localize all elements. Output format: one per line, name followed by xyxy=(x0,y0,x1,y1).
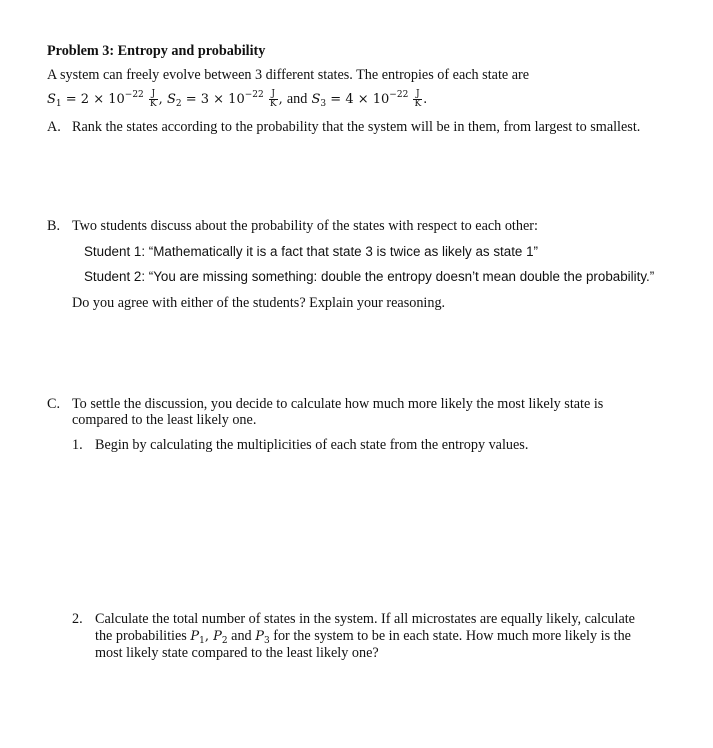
item-1-text: Begin by calculating the multiplicities of each state from the entropy values. xyxy=(95,437,529,453)
problem-title: Problem 3: Entropy and probability xyxy=(47,43,266,59)
s2-unit-den: K xyxy=(269,99,277,109)
s1-subscript: 1 xyxy=(55,99,62,109)
s3-unit-den: K xyxy=(414,99,422,109)
item-1-label: 1. xyxy=(72,437,83,453)
p1-symbol: P xyxy=(190,629,200,644)
s1-exponent: −22 xyxy=(124,90,144,100)
item-2-line-2 xyxy=(95,628,631,646)
p2-subscript: 2 xyxy=(221,636,228,646)
item-2-line-2-end: for the system to be in each state. How much more likely is the xyxy=(273,628,631,644)
part-b-label: B. xyxy=(47,218,61,234)
p2-symbol: P xyxy=(213,629,222,644)
s2-unit-num: J xyxy=(269,90,278,100)
s2-unit-fraction xyxy=(269,90,278,109)
p1-subscript: 1 xyxy=(199,636,205,646)
p3-subscript: 3 xyxy=(263,636,270,646)
student-2-quote: Student 2: “You are missing something: double the entropy doesn’t mean double the probability.” xyxy=(84,269,655,284)
p-and: and xyxy=(231,628,252,644)
end-period: . xyxy=(423,92,428,107)
p3-symbol: P xyxy=(255,629,264,644)
part-a-text: Rank the states according to the probability that the system will be in them, from largest to smallest. xyxy=(72,119,641,135)
item-2-line-1: Calculate the total number of states in the system. If all microstates are equally likely, calculate xyxy=(95,611,635,627)
s2-value: = 3 × 10 xyxy=(185,92,245,107)
s1-unit-den: K xyxy=(149,99,157,109)
s3-unit-fraction xyxy=(413,90,422,109)
item-2-label: 2. xyxy=(72,611,83,627)
part-c-label: C. xyxy=(47,396,61,412)
part-c-text-line-1: To settle the discussion, you decide to calculate how much more likely the most likely state is xyxy=(72,396,604,412)
sep-2: , xyxy=(278,92,283,107)
s2-subscript: 2 xyxy=(175,99,182,109)
s3-value: = 4 × 10 xyxy=(330,92,390,107)
part-a-label: A. xyxy=(47,119,61,135)
entropy-values xyxy=(47,90,427,109)
and-word: and xyxy=(286,91,308,107)
sep-1: , xyxy=(158,92,163,107)
s2-symbol: S xyxy=(166,92,176,107)
item-2-line-3: most likely state compared to the least likely one? xyxy=(95,645,379,661)
student-1-quote: Student 1: “Mathematically it is a fact that state 3 is twice as likely as state 1” xyxy=(84,244,538,259)
part-c-text-line-2: compared to the least likely one. xyxy=(72,412,257,428)
s2-exponent: −22 xyxy=(244,90,264,100)
item-2-line-2-start: the probabilities xyxy=(95,628,187,644)
problem-intro: A system can freely evolve between 3 different states. The entropies of each state are xyxy=(47,67,530,83)
s3-unit-num: J xyxy=(413,90,422,100)
s1-unit-fraction xyxy=(149,90,158,109)
s3-exponent: −22 xyxy=(389,90,409,100)
part-b-question: Do you agree with either of the students? Explain your reasoning. xyxy=(72,295,446,311)
s1-symbol: S xyxy=(47,92,56,107)
p-sep: , xyxy=(204,629,209,644)
s3-subscript: 3 xyxy=(320,99,327,109)
s1-unit-num: J xyxy=(149,90,158,100)
part-b-text: Two students discuss about the probability of the states with respect to each other: xyxy=(72,218,538,234)
s1-value: = 2 × 10 xyxy=(65,92,125,107)
s3-symbol: S xyxy=(311,92,321,107)
